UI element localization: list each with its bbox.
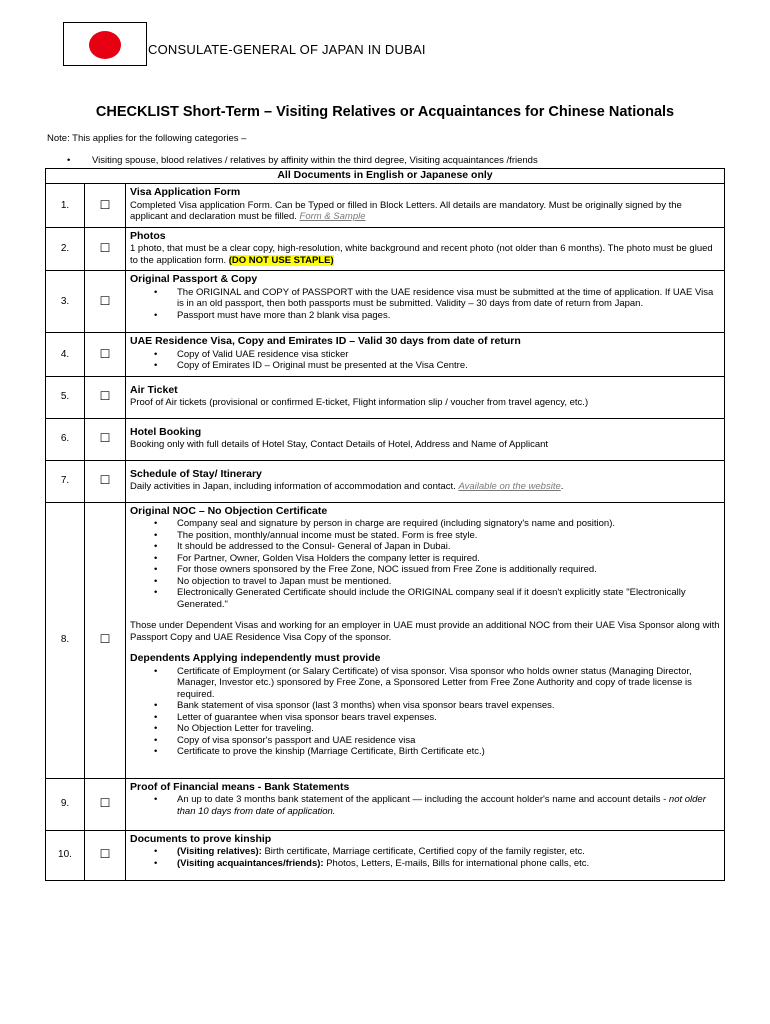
list-item: • Company seal and signature by person in charge are required (including signatory's name and position). bbox=[130, 518, 720, 530]
table-row bbox=[46, 830, 725, 880]
row-number: 8. bbox=[46, 502, 85, 778]
bullet-list bbox=[130, 349, 720, 372]
row-number: 9. bbox=[46, 778, 85, 830]
row-number: 10. bbox=[46, 830, 85, 880]
table-row bbox=[46, 376, 725, 418]
japan-flag bbox=[63, 22, 147, 66]
list-item bbox=[130, 858, 720, 870]
row-text-end: . bbox=[560, 481, 564, 492]
row-text-body: Daily activities in Japan, including information of accommodation and contact. bbox=[130, 481, 456, 492]
list-item: • For Partner, Owner, Golden Visa Holders the company letter is required. bbox=[130, 553, 720, 565]
form-sample-link[interactable]: Form & Sample bbox=[299, 211, 366, 222]
bullet-list bbox=[130, 287, 720, 322]
checkbox[interactable]: ☐ bbox=[85, 460, 126, 502]
row-title: Schedule of Stay/ Itinerary bbox=[130, 467, 262, 480]
row-content bbox=[126, 460, 725, 502]
row-text: Proof of Air tickets (provisional or confirmed E-ticket, Flight information slip / voucher from travel agency, etc.) bbox=[130, 397, 589, 408]
list-item-italic: not older than 10 days from date of application. bbox=[177, 794, 706, 817]
row-content bbox=[126, 271, 725, 333]
checkbox[interactable]: ☐ bbox=[85, 184, 126, 228]
table-row bbox=[46, 271, 725, 333]
row-content bbox=[126, 418, 725, 460]
row-title: Air Ticket bbox=[130, 383, 178, 396]
row-text-body: 1 photo, that must be a clear copy, high-resolution, white background and recent photo (not older than 6 months). The photo must be glued to the application form. bbox=[130, 243, 713, 266]
checklist-table bbox=[45, 168, 725, 881]
row-content bbox=[126, 184, 725, 228]
row-title: Visa Application Form bbox=[130, 186, 241, 198]
row-number: 6. bbox=[46, 418, 85, 460]
row-number: 3. bbox=[46, 271, 85, 333]
row-text bbox=[130, 243, 720, 266]
list-item: • The position, monthly/annual income must be stated. Form is free style. bbox=[130, 530, 720, 542]
list-item: • No Objection Letter for traveling. bbox=[130, 723, 720, 735]
bullet-dot: • bbox=[67, 155, 71, 166]
letterhead bbox=[63, 22, 723, 66]
list-item: • Copy of Valid UAE residence visa sticker bbox=[130, 349, 720, 361]
list-item: • The ORIGINAL and COPY of PASSPORT with the UAE residence visa must be submitted at the time of application. If UAE Visa is in an old passport, then both passports must be submitted. Validity – 30 days from date of return from Japan. bbox=[130, 287, 720, 310]
consulate-name: CONSULATE-GENERAL OF JAPAN IN DUBAI bbox=[148, 42, 426, 57]
note-bullet-text: Visiting spouse, blood relatives / relatives by affinity within the third degree, Visiting acquaintances /friends bbox=[92, 155, 538, 166]
row-content bbox=[126, 227, 725, 271]
row-title: Proof of Financial means - Bank Statements bbox=[130, 780, 350, 793]
checkbox[interactable]: ☐ bbox=[85, 830, 126, 880]
dependent-visa-note: Those under Dependent Visas and working for an employer in UAE must provide an additional NOC from their UAE Visa Sponsor along with Passport Copy and UAE Residence Visa Copy of the sponsor. bbox=[130, 620, 720, 643]
kinship-text: Birth certificate, Marriage certificate, Certified copy of the family register, etc. bbox=[261, 846, 585, 857]
kinship-label: (Visiting acquaintances/friends): bbox=[177, 857, 324, 869]
bullet-list bbox=[130, 518, 720, 610]
row-number: 2. bbox=[46, 227, 85, 271]
list-item: • Copy of Emirates ID – Original must be presented at the Visa Centre. bbox=[130, 360, 720, 372]
row-content bbox=[126, 502, 725, 778]
sub-title: Dependents Applying independently must provide bbox=[130, 652, 381, 664]
table-row bbox=[46, 418, 725, 460]
row-number: 7. bbox=[46, 460, 85, 502]
page-title: CHECKLIST Short-Term – Visiting Relatives or Acquaintances for Chinese Nationals bbox=[95, 104, 675, 120]
staple-warning: (DO NOT USE STAPLE) bbox=[228, 254, 334, 266]
table-row bbox=[46, 502, 725, 778]
kinship-label: (Visiting relatives): bbox=[177, 846, 262, 857]
table-row bbox=[46, 460, 725, 502]
checkbox[interactable]: ☐ bbox=[85, 271, 126, 333]
kinship-text: Photos, Letters, E-mails, Bills for international phone calls, etc. bbox=[323, 857, 590, 869]
row-title: Original NOC – No Objection Certificate bbox=[130, 504, 328, 517]
row-title: Original Passport & Copy bbox=[130, 273, 258, 285]
row-text: Booking only with full details of Hotel Stay, Contact Details of Hotel, Address and Name of Applicant bbox=[130, 439, 549, 450]
row-content bbox=[126, 333, 725, 377]
flag-disc bbox=[89, 31, 121, 59]
table-row bbox=[46, 227, 725, 271]
bullet-list bbox=[130, 846, 720, 869]
list-item: • Certificate to prove the kinship (Marriage Certificate, Birth Certificate etc.) bbox=[130, 746, 720, 758]
website-link[interactable]: Available on the website bbox=[458, 481, 561, 492]
table-row bbox=[46, 333, 725, 377]
checkbox[interactable]: ☐ bbox=[85, 778, 126, 830]
list-item bbox=[130, 794, 720, 817]
list-item: • It should be addressed to the Consul- General of Japan in Dubai. bbox=[130, 541, 720, 553]
row-text bbox=[130, 481, 720, 493]
list-item-text: An up to date 3 months bank statement of the applicant — including the account holder's name and account details - bbox=[177, 794, 667, 805]
row-title: Documents to prove kinship bbox=[130, 832, 272, 845]
checkbox[interactable]: ☐ bbox=[85, 376, 126, 418]
checkbox[interactable]: ☐ bbox=[85, 333, 126, 377]
bullet-list bbox=[130, 666, 720, 758]
list-item: • Letter of guarantee when visa sponsor bears travel expenses. bbox=[130, 712, 720, 724]
checkbox[interactable]: ☐ bbox=[85, 227, 126, 271]
checkbox[interactable]: ☐ bbox=[85, 502, 126, 778]
list-item: • Copy of visa sponsor's passport and UAE residence visa bbox=[130, 735, 720, 747]
row-title: Photos bbox=[130, 229, 166, 242]
row-content bbox=[126, 778, 725, 830]
bullet-list bbox=[130, 794, 720, 817]
list-item bbox=[130, 846, 720, 858]
row-title: Hotel Booking bbox=[130, 425, 202, 438]
list-item: • For those owners sponsored by the Free Zone, NOC issued from Free Zone is additionally required. bbox=[130, 564, 720, 576]
row-text bbox=[130, 200, 720, 223]
list-item: • Passport must have more than 2 blank visa pages. bbox=[130, 310, 720, 322]
note-text: Note: This applies for the following categories – bbox=[47, 133, 247, 144]
table-header: All Documents in English or Japanese only bbox=[46, 169, 725, 184]
row-title: UAE Residence Visa, Copy and Emirates ID – Valid 30 days from date of return bbox=[130, 335, 521, 347]
list-item: • Bank statement of visa sponsor (last 3 months) when visa sponsor bears travel expenses. bbox=[130, 700, 720, 712]
row-content bbox=[126, 830, 725, 880]
row-number: 5. bbox=[46, 376, 85, 418]
checkbox[interactable]: ☐ bbox=[85, 418, 126, 460]
list-item: • Electronically Generated Certificate should include the ORIGINAL company seal if it doesn't explicitly state "Electronically Generated." bbox=[130, 587, 720, 610]
row-number: 4. bbox=[46, 333, 85, 377]
row-content bbox=[126, 376, 725, 418]
table-row bbox=[46, 778, 725, 830]
table-row bbox=[46, 184, 725, 228]
list-item: • No objection to travel to Japan must be mentioned. bbox=[130, 576, 720, 588]
row-number: 1. bbox=[46, 184, 85, 228]
list-item: • Certificate of Employment (or Salary Certificate) of visa sponsor. Visa sponsor who holds owner status (Managing Director, Manager, Investor etc.) sponsored by Free Zone, a Sponsored Letter from Free Zone Authority and copy of trade license is required. bbox=[130, 666, 720, 701]
row-text-body: Completed Visa application Form. Can be Typed or filled in Block Letters. All details are mandatory. Must be originally signed by the applicant and declaration must be filled. bbox=[130, 199, 682, 222]
